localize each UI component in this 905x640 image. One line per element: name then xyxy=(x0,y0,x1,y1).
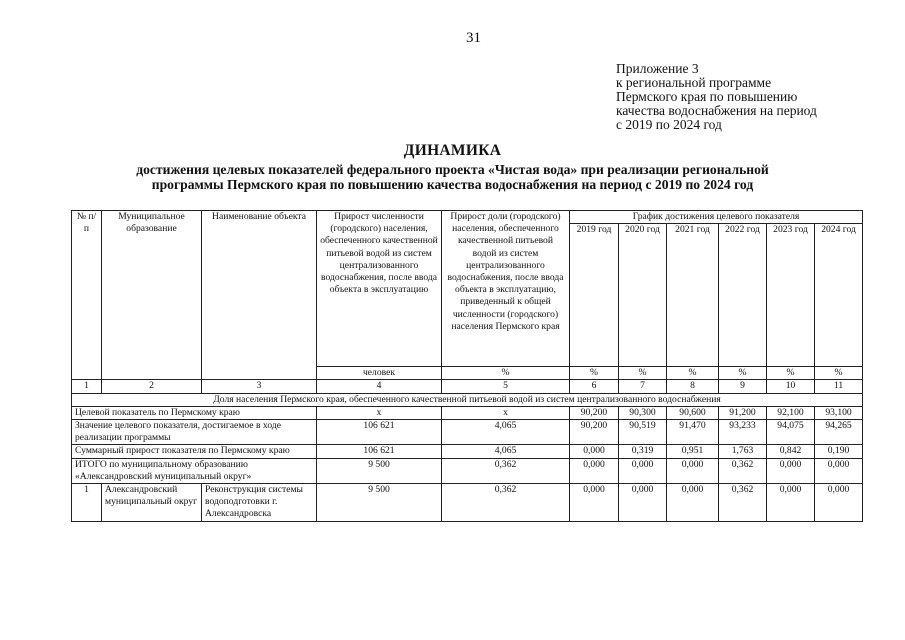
header-year: 2019 год xyxy=(570,224,619,367)
cell-growth-share: х xyxy=(442,406,570,419)
cell-year-value: 0,362 xyxy=(719,484,767,522)
table-row xyxy=(72,445,863,458)
page-number: 31 xyxy=(466,30,481,46)
appendix-line: Приложение 3 xyxy=(616,61,699,76)
cell-year-value: 91,200 xyxy=(719,406,767,419)
cell-year-value: 1,763 xyxy=(719,445,767,458)
row-label: Целевой показатель по Пермскому краю xyxy=(72,406,317,419)
cell-year-value: 0,190 xyxy=(815,445,863,458)
cell-growth-share: 4,065 xyxy=(442,420,570,445)
column-number: 4 xyxy=(317,380,442,393)
cell-year-value: 0,000 xyxy=(619,458,667,483)
unit-cell: % xyxy=(815,367,863,380)
header-year: 2020 год xyxy=(619,224,667,367)
cell-year-value: 92,100 xyxy=(767,406,815,419)
header-year: 2022 год xyxy=(719,224,767,367)
cell-year-value: 0,000 xyxy=(667,484,719,522)
cell-municipality: Александровский муниципальный округ xyxy=(102,484,202,522)
column-number: 3 xyxy=(202,380,317,393)
header-num: № п/п xyxy=(72,211,102,380)
appendix-block xyxy=(616,62,817,132)
unit-cell: % xyxy=(619,367,667,380)
cell-year-value: 90,200 xyxy=(570,420,619,445)
column-number: 8 xyxy=(667,380,719,393)
appendix-line: к региональной программе xyxy=(616,75,772,90)
column-number: 10 xyxy=(767,380,815,393)
cell-year-value: 0,000 xyxy=(815,484,863,522)
unit-cell: % xyxy=(667,367,719,380)
cell-growth-population: 9 500 xyxy=(317,458,442,483)
unit-cell: % xyxy=(767,367,815,380)
table-row xyxy=(72,458,863,483)
header-growth-population: Прирост численности (городского) населения, обеспеченного качественной питьевой водой из систем централизованного водоснабжения, после ввода объекта в эксплуатацию xyxy=(317,211,442,367)
column-number: 6 xyxy=(570,380,619,393)
header-schedule: График достижения целевого показателя xyxy=(570,211,863,224)
cell-year-value: 0,319 xyxy=(619,445,667,458)
section-row xyxy=(72,393,863,406)
indicators-table xyxy=(71,210,863,522)
cell-year-value: 93,233 xyxy=(719,420,767,445)
unit-cell: % xyxy=(719,367,767,380)
header-growth-share: Прирост доли (городского) населения, обеспеченного качественной питьевой водой из систем централизованного водоснабжения, после ввода объекта в эксплуатацию, приведенный к общей численности (городского) населения Пермского края xyxy=(442,211,570,367)
header-object: Наименование объекта xyxy=(202,211,317,380)
cell-growth-population: 106 621 xyxy=(317,420,442,445)
column-number: 9 xyxy=(719,380,767,393)
cell-year-value: 90,600 xyxy=(667,406,719,419)
document-title: ДИНАМИКА xyxy=(403,142,502,159)
header-year: 2023 год xyxy=(767,224,815,367)
cell-year-value: 0,000 xyxy=(767,458,815,483)
appendix-line: Пермского края по повышению xyxy=(616,89,798,104)
cell-growth-share: 0,362 xyxy=(442,458,570,483)
cell-year-value: 93,100 xyxy=(815,406,863,419)
appendix-line: с 2019 по 2024 год xyxy=(616,117,722,132)
document-subtitle xyxy=(60,162,845,192)
subtitle-line: программы Пермского края по повышению качества водоснабжения на период с 2019 по 2024 год xyxy=(151,177,754,192)
header-year: 2024 год xyxy=(815,224,863,367)
cell-object: Реконструкция системы водоподготовки г. Александровска xyxy=(202,484,317,522)
column-number: 11 xyxy=(815,380,863,393)
cell-year-value: 0,000 xyxy=(570,445,619,458)
cell-year-value: 0,951 xyxy=(667,445,719,458)
cell-growth-population: 9 500 xyxy=(317,484,442,522)
cell-growth-population: 106 621 xyxy=(317,445,442,458)
header-municipality: Муниципальное образование xyxy=(102,211,202,380)
cell-year-value: 90,200 xyxy=(570,406,619,419)
cell-num: 1 xyxy=(72,484,102,522)
header-year: 2021 год xyxy=(667,224,719,367)
cell-year-value: 0,000 xyxy=(815,458,863,483)
column-numbers-row xyxy=(72,380,863,393)
unit-cell: человек xyxy=(317,367,442,380)
unit-cell: % xyxy=(570,367,619,380)
cell-growth-share: 4,065 xyxy=(442,445,570,458)
column-number: 5 xyxy=(442,380,570,393)
unit-cell: % xyxy=(442,367,570,380)
cell-year-value: 94,265 xyxy=(815,420,863,445)
appendix-line: качества водоснабжения на период xyxy=(616,103,817,118)
table-row xyxy=(72,406,863,419)
cell-year-value: 94,075 xyxy=(767,420,815,445)
table-row xyxy=(72,484,863,522)
section-title: Доля населения Пермского края, обеспеченного качественной питьевой водой из систем централизованного водоснабжения xyxy=(72,393,863,406)
column-number: 1 xyxy=(72,380,102,393)
cell-year-value: 0,000 xyxy=(570,458,619,483)
column-number: 7 xyxy=(619,380,667,393)
row-label: Суммарный прирост показателя по Пермскому краю xyxy=(72,445,317,458)
subtitle-line: достижения целевых показателей федерального проекта «Чистая вода» при реализации региональной xyxy=(136,162,769,177)
cell-year-value: 0,000 xyxy=(619,484,667,522)
cell-year-value: 0,362 xyxy=(719,458,767,483)
cell-year-value: 0,000 xyxy=(667,458,719,483)
cell-growth-population: х xyxy=(317,406,442,419)
cell-year-value: 90,519 xyxy=(619,420,667,445)
cell-year-value: 0,000 xyxy=(570,484,619,522)
cell-year-value: 91,470 xyxy=(667,420,719,445)
header-row xyxy=(72,211,863,224)
cell-year-value: 0,842 xyxy=(767,445,815,458)
table-row xyxy=(72,420,863,445)
cell-year-value: 90,300 xyxy=(619,406,667,419)
row-label: Значение целевого показателя, достигаемое в ходе реализации программы xyxy=(72,420,317,445)
column-number: 2 xyxy=(102,380,202,393)
cell-growth-share: 0,362 xyxy=(442,484,570,522)
row-label: ИТОГО по муниципальному образованию «Александровский муниципальный округ» xyxy=(72,458,317,483)
cell-year-value: 0,000 xyxy=(767,484,815,522)
